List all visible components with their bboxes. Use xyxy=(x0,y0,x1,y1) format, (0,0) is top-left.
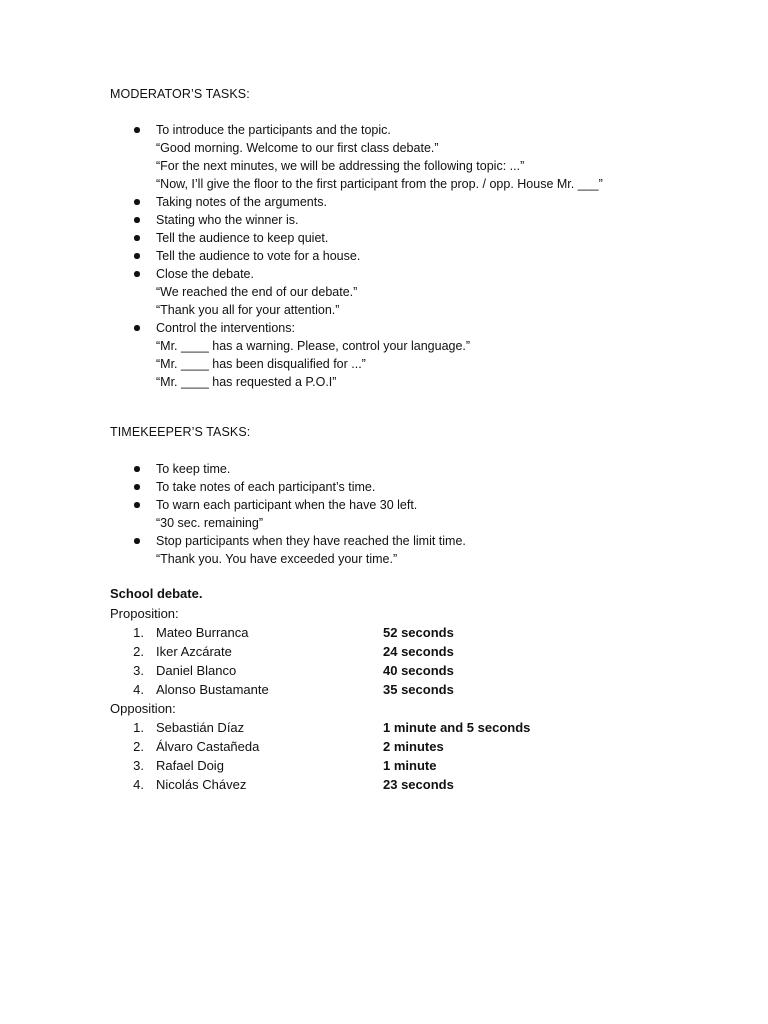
participant-time: 1 minute xyxy=(383,758,437,773)
task-quote: “Good morning. Welcome to our first class debate.” xyxy=(156,141,439,155)
participant-time: 24 seconds xyxy=(383,644,454,659)
list-item xyxy=(110,478,710,496)
participant-name: Daniel Blanco xyxy=(156,663,237,678)
task-quote: “For the next minutes, we will be addressing the following topic: ...” xyxy=(156,159,525,173)
task-text: To take notes of each participant’s time. xyxy=(156,480,376,494)
participant-row xyxy=(110,680,670,699)
row-number: 2. xyxy=(133,644,144,659)
task-quote: “Mr. ____ has requested a P.O.I” xyxy=(156,375,337,389)
participant-time: 35 seconds xyxy=(383,682,454,697)
participant-time: 23 seconds xyxy=(383,777,454,792)
participant-name: Mateo Burranca xyxy=(156,625,249,640)
list-item xyxy=(110,229,710,247)
participant-time: 40 seconds xyxy=(383,663,454,678)
task-text: To warn each participant when the have 30 left. xyxy=(156,498,418,512)
participant-name: Nicolás Chávez xyxy=(156,777,247,792)
moderator-task-list xyxy=(110,121,710,391)
list-item xyxy=(110,247,710,265)
timekeeper-heading: TIMEKEEPER’S TASKS: xyxy=(110,425,251,439)
participant-row xyxy=(110,775,670,794)
list-item xyxy=(110,265,710,319)
list-item xyxy=(110,496,710,532)
task-quote: “We reached the end of our debate.” xyxy=(156,285,358,299)
task-quote: “Mr. ____ has a warning. Please, control your language.” xyxy=(156,339,471,353)
list-item xyxy=(110,211,710,229)
task-text: To introduce the participants and the topic. xyxy=(156,123,391,137)
row-number: 3. xyxy=(133,663,144,678)
participant-row xyxy=(110,718,670,737)
debate-title: School debate. xyxy=(110,586,203,601)
task-text: Taking notes of the arguments. xyxy=(156,195,327,209)
list-item xyxy=(110,532,710,568)
row-number: 1. xyxy=(133,625,144,640)
participant-row xyxy=(110,642,670,661)
task-text: Close the debate. xyxy=(156,267,254,281)
task-text: Tell the audience to keep quiet. xyxy=(156,231,329,245)
timekeeper-task-list xyxy=(110,460,710,568)
row-number: 3. xyxy=(133,758,144,773)
task-text: Stop participants when they have reached the limit time. xyxy=(156,534,466,548)
participant-name: Alonso Bustamante xyxy=(156,682,269,697)
task-quote: “Now, I’ll give the floor to the first participant from the prop. / opp. House Mr. ___” xyxy=(156,177,603,191)
task-quote: “Thank you. You have exceeded your time.” xyxy=(156,552,398,566)
row-number: 4. xyxy=(133,682,144,697)
participant-name: Sebastián Díaz xyxy=(156,720,245,735)
participant-row xyxy=(110,661,670,680)
row-number: 2. xyxy=(133,739,144,754)
opposition-label: Opposition: xyxy=(110,701,176,716)
participant-row xyxy=(110,623,670,642)
list-item xyxy=(110,319,710,391)
list-item xyxy=(110,193,710,211)
row-number: 4. xyxy=(133,777,144,792)
task-quote: “Thank you all for your attention.” xyxy=(156,303,340,317)
participant-name: Iker Azcárate xyxy=(156,644,232,659)
task-text: Tell the audience to vote for a house. xyxy=(156,249,361,263)
task-text: Control the interventions: xyxy=(156,321,295,335)
task-quote: “Mr. ____ has been disqualified for ...” xyxy=(156,357,366,371)
participant-name: Álvaro Castañeda xyxy=(156,739,260,754)
participant-time: 52 seconds xyxy=(383,625,454,640)
participant-name: Rafael Doig xyxy=(156,758,224,773)
list-item xyxy=(110,121,710,193)
moderator-heading: MODERATOR’S TASKS: xyxy=(110,87,250,101)
participant-time: 2 minutes xyxy=(383,739,444,754)
participant-time: 1 minute and 5 seconds xyxy=(383,720,531,735)
task-quote: “30 sec. remaining” xyxy=(156,516,263,530)
list-item xyxy=(110,460,710,478)
row-number: 1. xyxy=(133,720,144,735)
proposition-label: Proposition: xyxy=(110,606,179,621)
task-text: To keep time. xyxy=(156,462,231,476)
participant-row xyxy=(110,737,670,756)
task-text: Stating who the winner is. xyxy=(156,213,299,227)
participant-row xyxy=(110,756,670,775)
debate-results xyxy=(110,584,670,794)
